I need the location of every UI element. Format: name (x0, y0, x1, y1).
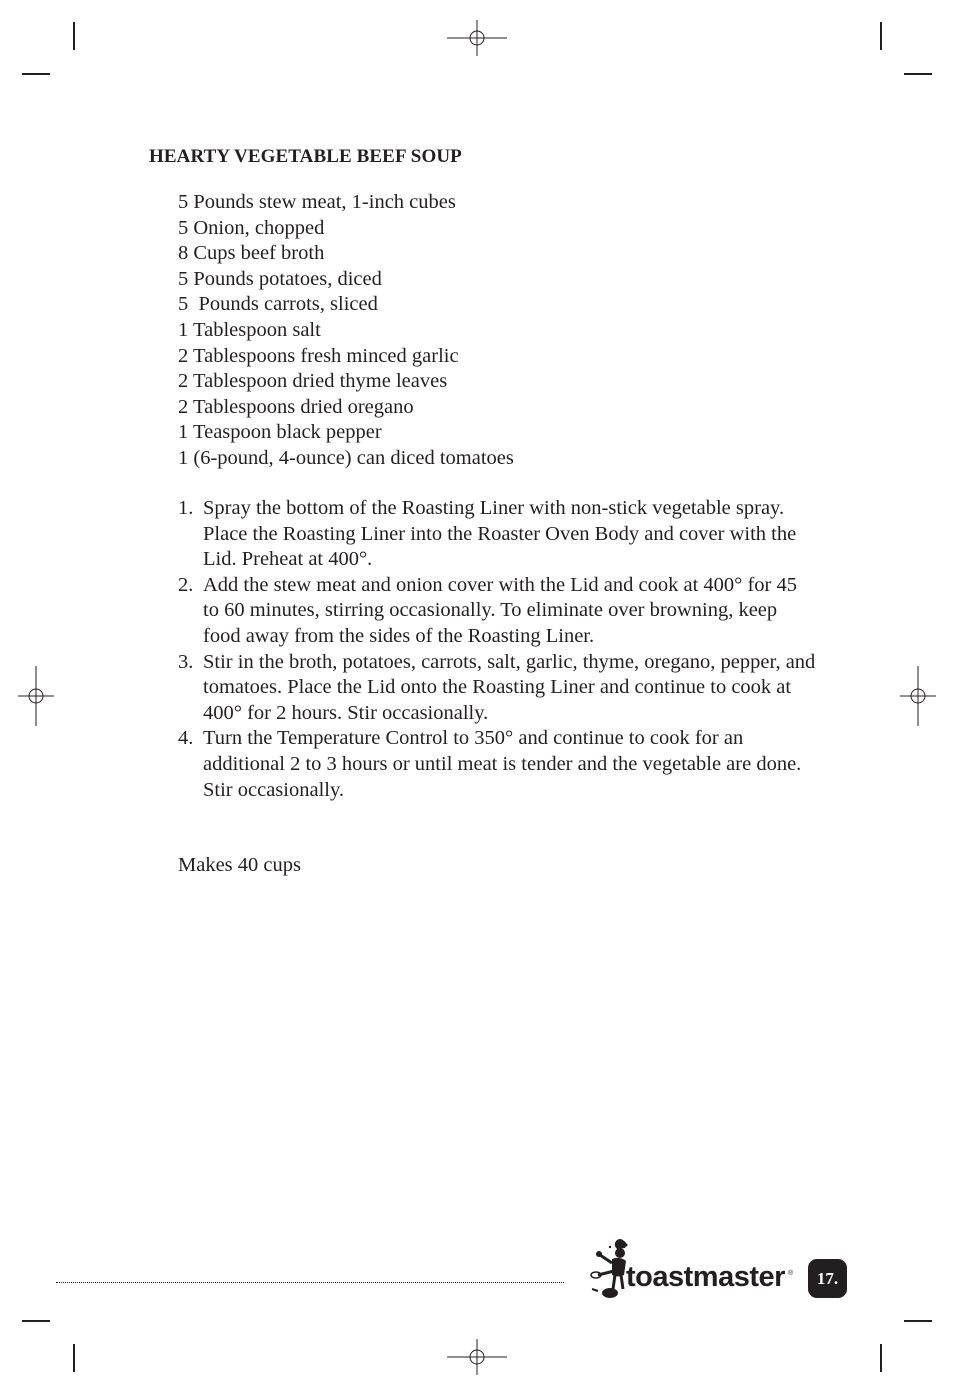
step-text: Spray the bottom of the Roasting Liner with non-stick vegetable spray. Place the Roasting Liner into the Roaster Oven Body and cover with the Lid. Preheat at 400°. (203, 497, 797, 571)
ingredient-item: 5 Pounds potatoes, diced (178, 267, 382, 290)
registration-mark-left-icon (6, 666, 66, 726)
step-number: 2. (178, 573, 194, 596)
registration-mark-right-icon (888, 666, 948, 726)
crop-mark-top-left-horizontal (22, 73, 50, 75)
crop-mark-top-right-horizontal (904, 73, 932, 75)
step-number: 4. (178, 727, 194, 750)
crop-mark-top-left-vertical (73, 22, 75, 50)
step-number: 3. (178, 650, 194, 673)
ingredient-item: 1 (6-pound, 4-ounce) can diced tomatoes (178, 446, 514, 469)
page-number-badge (808, 1259, 847, 1298)
recipe-title: HEARTY VEGETABLE BEEF SOUP (149, 146, 462, 167)
ingredient-item: 5 Onion, chopped (178, 216, 325, 239)
chef-mascot-icon (590, 1237, 630, 1303)
ingredient-list (178, 190, 818, 472)
registration-mark-bottom-icon (447, 1327, 507, 1387)
ingredient-item: 5 Pounds carrots, sliced (178, 293, 378, 316)
step-text: Stir in the broth, potatoes, carrots, salt, garlic, thyme, oregano, pepper, and tomatoes. Place the Lid onto the Roasting Liner and continue to cook at 400° for 2 hours. Stir occasionally. (203, 650, 816, 724)
crop-mark-bottom-right-horizontal (904, 1320, 932, 1322)
step-text: Add the stew meat and onion cover with the Lid and cook at 400° for 45 to 60 minutes, stirring occasionally. To eliminate over browning, keep food away from the sides of the Roasting Liner. (203, 573, 798, 647)
crop-mark-bottom-right-vertical (880, 1344, 882, 1372)
crop-mark-bottom-left-vertical (73, 1344, 75, 1372)
instruction-step (178, 650, 818, 727)
step-number: 1. (178, 497, 194, 519)
instruction-step (178, 573, 818, 650)
recipe-yield: Makes 40 cups (178, 854, 301, 876)
instruction-step (178, 496, 818, 573)
instruction-list (178, 496, 818, 803)
ingredient-item: 1 Teaspoon black pepper (178, 421, 382, 444)
registered-mark: ® (788, 1270, 794, 1277)
ingredient-item: 2 Tablespoon dried thyme leaves (178, 370, 448, 393)
page-number: 17. (816, 1268, 839, 1288)
ingredient-item: 1 Tablespoon salt (178, 318, 321, 341)
footer-dotted-rule (56, 1282, 564, 1283)
brand-wordmark: toastmaster (626, 1261, 785, 1293)
ingredient-item: 2 Tablespoons fresh minced garlic (178, 344, 459, 367)
registration-mark-top-icon (447, 8, 507, 68)
ingredient-item: 2 Tablespoons dried oregano (178, 395, 414, 418)
ingredient-item: 5 Pounds stew meat, 1-inch cubes (178, 191, 456, 213)
crop-mark-bottom-left-horizontal (22, 1320, 50, 1322)
step-text: Turn the Temperature Control to 350° and continue to cook for an additional 2 to 3 hours or until meat is tender and the vegetable are done. Stir occasionally. (203, 727, 802, 801)
toastmaster-logo (590, 1237, 800, 1303)
crop-mark-top-right-vertical (880, 22, 882, 50)
ingredient-item: 8 Cups beef broth (178, 242, 325, 265)
instruction-step (178, 726, 818, 803)
